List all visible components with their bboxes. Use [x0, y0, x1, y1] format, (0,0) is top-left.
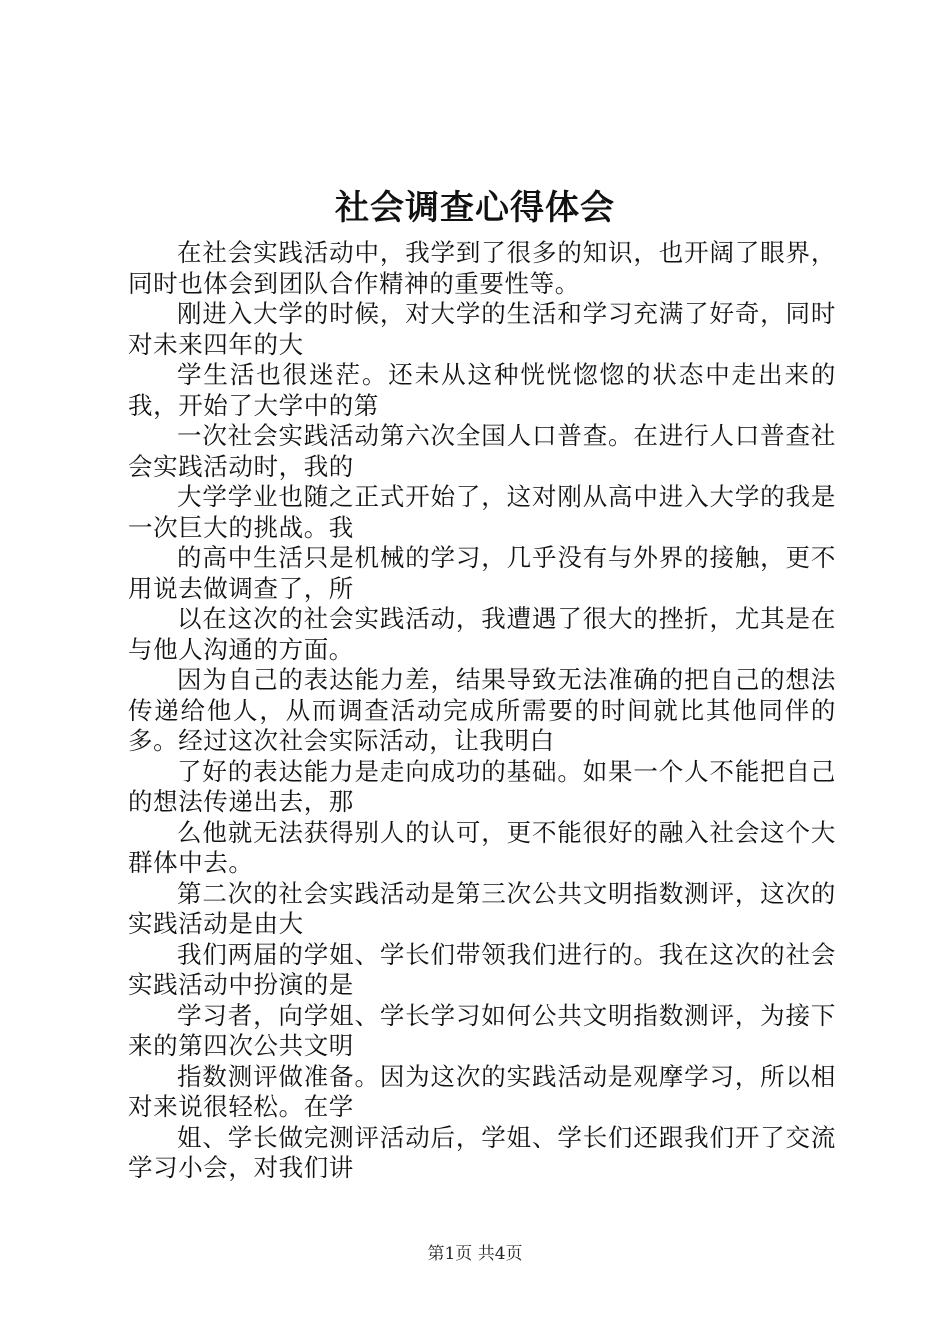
- paragraph: 指数测评做准备。因为这次的实践活动是观摩学习，所以相对来说很轻松。在学: [128, 1061, 836, 1121]
- paragraph: 学生活也很迷茫。还未从这种恍恍惚惚的状态中走出来的我，开始了大学中的第: [128, 360, 836, 420]
- paragraph: 姐、学长做完测评活动后，学姐、学长们还跟我们开了交流学习小会，对我们讲: [128, 1122, 836, 1182]
- document-title: 社会调查心得体会: [335, 188, 615, 228]
- paragraph: 刚进入大学的时候，对大学的生活和学习充满了好奇，同时对未来四年的大: [128, 299, 836, 359]
- paragraph: 因为自己的表达能力差，结果导致无法准确的把自己的想法传递给他人，从而调查活动完成所需要的时间就比其他同伴的多。经过这次社会实际活动，让我明白: [128, 665, 836, 755]
- paragraph: 我们两届的学姐、学长们带领我们进行的。我在这次的社会实践活动中扮演的是: [128, 939, 836, 999]
- paragraph: 了好的表达能力是走向成功的基础。如果一个人不能把自己的想法传递出去，那: [128, 756, 836, 816]
- page-footer: 第1页 共4页: [427, 1244, 523, 1264]
- paragraph: 一次社会实践活动第六次全国人口普查。在进行人口普查社会实践活动时，我的: [128, 421, 836, 481]
- paragraph: 以在这次的社会实践活动，我遭遇了很大的挫折，尤其是在与他人沟通的方面。: [128, 604, 836, 664]
- paragraph: 学习者，向学姐、学长学习如何公共文明指数测评，为接下来的第四次公共文明: [128, 1000, 836, 1060]
- paragraph: 的高中生活只是机械的学习，几乎没有与外界的接触，更不用说去做调查了，所: [128, 543, 836, 603]
- document-body: [128, 238, 836, 1184]
- paragraph: 么他就无法获得别人的认可，更不能很好的融入社会这个大群体中去。: [128, 817, 836, 877]
- paragraph: 大学学业也随之正式开始了，这对刚从高中进入大学的我是一次巨大的挑战。我: [128, 482, 836, 542]
- paragraph: 在社会实践活动中，我学到了很多的知识，也开阔了眼界，同时也体会到团队合作精神的重要性等。: [128, 238, 836, 298]
- paragraph: 第二次的社会实践活动是第三次公共文明指数测评，这次的实践活动是由大: [128, 878, 836, 938]
